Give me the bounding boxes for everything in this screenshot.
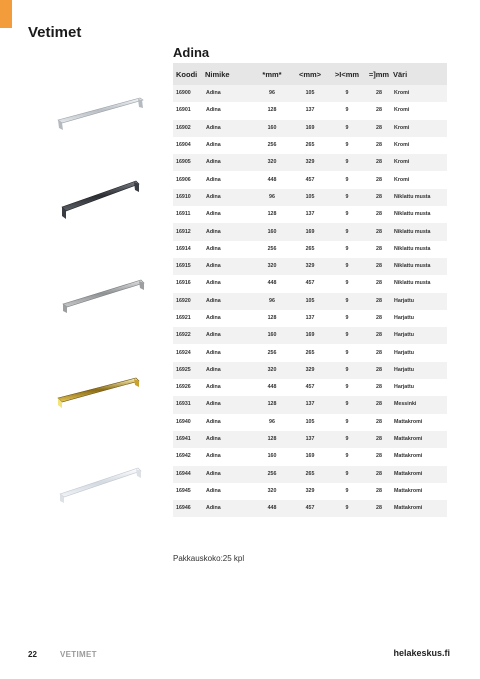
cell-center-distance: 128 [253, 431, 291, 448]
cell-nimike: Adina [205, 396, 253, 413]
cell-koodi: 16926 [173, 379, 205, 396]
cell-vari: Kromi [393, 171, 447, 188]
cell-center-distance: 448 [253, 171, 291, 188]
cell-koodi: 16940 [173, 414, 205, 431]
cell-length: 265 [291, 344, 329, 361]
cell-vari: Mattakromi [393, 466, 447, 483]
cell-koodi: 16945 [173, 483, 205, 500]
table-row [173, 379, 447, 396]
table-row [173, 223, 447, 240]
pack-size-note: Pakkauskoko:25 kpl [173, 554, 245, 563]
cell-length: 169 [291, 448, 329, 465]
cell-height: 28 [365, 120, 393, 137]
cell-length: 105 [291, 414, 329, 431]
cell-width: 9 [329, 154, 365, 171]
cell-center-distance: 448 [253, 379, 291, 396]
cell-nimike: Adina [205, 241, 253, 258]
cell-nimike: Adina [205, 102, 253, 119]
cell-height: 28 [365, 500, 393, 517]
cell-height: 28 [365, 189, 393, 206]
table-row [173, 362, 447, 379]
cell-vari: Kromi [393, 102, 447, 119]
cell-center-distance: 256 [253, 241, 291, 258]
cell-vari: Mattakromi [393, 448, 447, 465]
cell-width: 9 [329, 275, 365, 292]
cell-length: 265 [291, 137, 329, 154]
cell-height: 28 [365, 206, 393, 223]
table-row [173, 154, 447, 171]
cell-koodi: 16921 [173, 310, 205, 327]
cell-center-distance: 96 [253, 189, 291, 206]
cell-length: 169 [291, 327, 329, 344]
cell-length: 105 [291, 293, 329, 310]
cell-height: 28 [365, 241, 393, 258]
cell-koodi: 16915 [173, 258, 205, 275]
table-row [173, 241, 447, 258]
cell-center-distance: 448 [253, 500, 291, 517]
cell-nimike: Adina [205, 189, 253, 206]
cell-length: 105 [291, 85, 329, 102]
cell-koodi: 16900 [173, 85, 205, 102]
header-length: <mm> [291, 63, 329, 85]
cell-width: 9 [329, 483, 365, 500]
cell-koodi: 16916 [173, 275, 205, 292]
table-row [173, 137, 447, 154]
cell-koodi: 16944 [173, 466, 205, 483]
cell-length: 169 [291, 223, 329, 240]
cell-nimike: Adina [205, 448, 253, 465]
cell-vari: Harjattu [393, 327, 447, 344]
cell-length: 329 [291, 483, 329, 500]
cell-width: 9 [329, 344, 365, 361]
cell-center-distance: 128 [253, 310, 291, 327]
cell-vari: Harjattu [393, 379, 447, 396]
header-vari: Väri [393, 63, 447, 85]
cell-center-distance: 96 [253, 293, 291, 310]
cell-length: 265 [291, 241, 329, 258]
cell-length: 137 [291, 396, 329, 413]
cell-vari: Niklattu musta [393, 258, 447, 275]
cell-length: 457 [291, 500, 329, 517]
cell-vari: Niklattu musta [393, 223, 447, 240]
cell-vari: Kromi [393, 137, 447, 154]
cell-height: 28 [365, 414, 393, 431]
header-nimike: Nimike [205, 63, 253, 85]
kromi-handle-image [50, 90, 150, 135]
cell-nimike: Adina [205, 275, 253, 292]
cell-center-distance: 256 [253, 344, 291, 361]
table-row [173, 310, 447, 327]
cell-center-distance: 160 [253, 223, 291, 240]
cell-center-distance: 320 [253, 362, 291, 379]
cell-width: 9 [329, 396, 365, 413]
cell-center-distance: 96 [253, 85, 291, 102]
cell-width: 9 [329, 466, 365, 483]
cell-height: 28 [365, 85, 393, 102]
table-row [173, 206, 447, 223]
cell-vari: Harjattu [393, 362, 447, 379]
cell-vari: Kromi [393, 120, 447, 137]
cell-width: 9 [329, 362, 365, 379]
cell-height: 28 [365, 431, 393, 448]
cell-length: 137 [291, 206, 329, 223]
cell-koodi: 16904 [173, 137, 205, 154]
cell-vari: Mattakromi [393, 431, 447, 448]
cell-nimike: Adina [205, 344, 253, 361]
cell-vari: Niklattu musta [393, 189, 447, 206]
cell-koodi: 16924 [173, 344, 205, 361]
cell-nimike: Adina [205, 483, 253, 500]
cell-width: 9 [329, 258, 365, 275]
cell-vari: Niklattu musta [393, 206, 447, 223]
cell-koodi: 16914 [173, 241, 205, 258]
header-height: =]mm [365, 63, 393, 85]
mattakromi-handle-image [52, 462, 152, 507]
cell-height: 28 [365, 102, 393, 119]
cell-nimike: Adina [205, 414, 253, 431]
header-koodi: Koodi [173, 63, 205, 85]
cell-center-distance: 128 [253, 102, 291, 119]
cell-koodi: 16920 [173, 293, 205, 310]
table-row [173, 120, 447, 137]
cell-width: 9 [329, 189, 365, 206]
footer-site-link[interactable]: helakeskus.fi [393, 648, 450, 658]
cell-center-distance: 128 [253, 206, 291, 223]
table-row [173, 396, 447, 413]
cell-width: 9 [329, 206, 365, 223]
cell-vari: Kromi [393, 154, 447, 171]
cell-koodi: 16906 [173, 171, 205, 188]
cell-koodi: 16946 [173, 500, 205, 517]
cell-length: 169 [291, 120, 329, 137]
cell-length: 457 [291, 379, 329, 396]
cell-center-distance: 448 [253, 275, 291, 292]
cell-width: 9 [329, 85, 365, 102]
cell-koodi: 16925 [173, 362, 205, 379]
cell-length: 329 [291, 362, 329, 379]
cell-nimike: Adina [205, 293, 253, 310]
cell-center-distance: 96 [253, 414, 291, 431]
cell-nimike: Adina [205, 327, 253, 344]
header-width: >I<mm [329, 63, 365, 85]
cell-center-distance: 256 [253, 137, 291, 154]
footer-section-name: VETIMET [60, 650, 97, 659]
cell-nimike: Adina [205, 137, 253, 154]
cell-height: 28 [365, 396, 393, 413]
cell-vari: Messinki [393, 396, 447, 413]
cell-center-distance: 320 [253, 258, 291, 275]
cell-length: 137 [291, 102, 329, 119]
cell-width: 9 [329, 414, 365, 431]
cell-koodi: 16910 [173, 189, 205, 206]
cell-nimike: Adina [205, 466, 253, 483]
page-title: Vetimet [28, 24, 82, 41]
cell-length: 265 [291, 466, 329, 483]
cell-height: 28 [365, 344, 393, 361]
cell-koodi: 16902 [173, 120, 205, 137]
table-row [173, 189, 447, 206]
cell-length: 329 [291, 154, 329, 171]
table-row [173, 466, 447, 483]
cell-height: 28 [365, 310, 393, 327]
cell-height: 28 [365, 223, 393, 240]
niklattu-musta-handle-image [52, 175, 152, 225]
cell-koodi: 16922 [173, 327, 205, 344]
cell-koodi: 16905 [173, 154, 205, 171]
header-center-distance: *mm* [253, 63, 291, 85]
cell-length: 137 [291, 310, 329, 327]
cell-vari: Harjattu [393, 293, 447, 310]
table-row [173, 431, 447, 448]
cell-koodi: 16931 [173, 396, 205, 413]
cell-center-distance: 160 [253, 448, 291, 465]
cell-width: 9 [329, 241, 365, 258]
cell-nimike: Adina [205, 500, 253, 517]
cell-center-distance: 160 [253, 327, 291, 344]
product-table [173, 63, 447, 517]
cell-vari: Harjattu [393, 310, 447, 327]
cell-nimike: Adina [205, 154, 253, 171]
cell-koodi: 16911 [173, 206, 205, 223]
cell-height: 28 [365, 293, 393, 310]
table-row [173, 275, 447, 292]
table-row [173, 102, 447, 119]
cell-nimike: Adina [205, 120, 253, 137]
cell-length: 457 [291, 171, 329, 188]
cell-width: 9 [329, 500, 365, 517]
cell-length: 137 [291, 431, 329, 448]
cell-length: 457 [291, 275, 329, 292]
cell-height: 28 [365, 362, 393, 379]
cell-koodi: 16942 [173, 448, 205, 465]
cell-height: 28 [365, 448, 393, 465]
cell-length: 105 [291, 189, 329, 206]
cell-nimike: Adina [205, 362, 253, 379]
harjattu-handle-image [55, 272, 155, 317]
cell-center-distance: 320 [253, 154, 291, 171]
table-row [173, 448, 447, 465]
cell-center-distance: 160 [253, 120, 291, 137]
cell-vari: Niklattu musta [393, 275, 447, 292]
table-row [173, 85, 447, 102]
section-color-tab [0, 0, 12, 28]
cell-vari: Niklattu musta [393, 241, 447, 258]
cell-height: 28 [365, 275, 393, 292]
table-row [173, 414, 447, 431]
cell-nimike: Adina [205, 223, 253, 240]
cell-width: 9 [329, 448, 365, 465]
cell-width: 9 [329, 310, 365, 327]
cell-height: 28 [365, 483, 393, 500]
cell-nimike: Adina [205, 379, 253, 396]
cell-width: 9 [329, 171, 365, 188]
cell-height: 28 [365, 379, 393, 396]
cell-center-distance: 128 [253, 396, 291, 413]
table-row [173, 483, 447, 500]
cell-nimike: Adina [205, 258, 253, 275]
cell-height: 28 [365, 171, 393, 188]
cell-height: 28 [365, 137, 393, 154]
cell-koodi: 16901 [173, 102, 205, 119]
table-row [173, 500, 447, 517]
table-row [173, 258, 447, 275]
table-row [173, 344, 447, 361]
cell-vari: Kromi [393, 85, 447, 102]
cell-width: 9 [329, 137, 365, 154]
cell-nimike: Adina [205, 85, 253, 102]
table-row [173, 293, 447, 310]
footer-page-number: 22 [28, 650, 37, 659]
cell-koodi: 16912 [173, 223, 205, 240]
cell-nimike: Adina [205, 206, 253, 223]
cell-width: 9 [329, 327, 365, 344]
cell-width: 9 [329, 431, 365, 448]
cell-height: 28 [365, 466, 393, 483]
cell-length: 329 [291, 258, 329, 275]
cell-height: 28 [365, 258, 393, 275]
cell-vari: Mattakromi [393, 483, 447, 500]
cell-vari: Mattakromi [393, 500, 447, 517]
cell-nimike: Adina [205, 171, 253, 188]
cell-height: 28 [365, 154, 393, 171]
table-row [173, 327, 447, 344]
cell-width: 9 [329, 102, 365, 119]
cell-nimike: Adina [205, 431, 253, 448]
cell-height: 28 [365, 327, 393, 344]
cell-center-distance: 256 [253, 466, 291, 483]
table-row [173, 171, 447, 188]
cell-vari: Mattakromi [393, 414, 447, 431]
cell-width: 9 [329, 379, 365, 396]
cell-width: 9 [329, 293, 365, 310]
cell-width: 9 [329, 120, 365, 137]
cell-koodi: 16941 [173, 431, 205, 448]
cell-width: 9 [329, 223, 365, 240]
cell-vari: Harjattu [393, 344, 447, 361]
cell-nimike: Adina [205, 310, 253, 327]
cell-center-distance: 320 [253, 483, 291, 500]
section-title: Adina [173, 45, 210, 60]
messinki-handle-image [52, 370, 152, 415]
table-header-row [173, 63, 447, 85]
